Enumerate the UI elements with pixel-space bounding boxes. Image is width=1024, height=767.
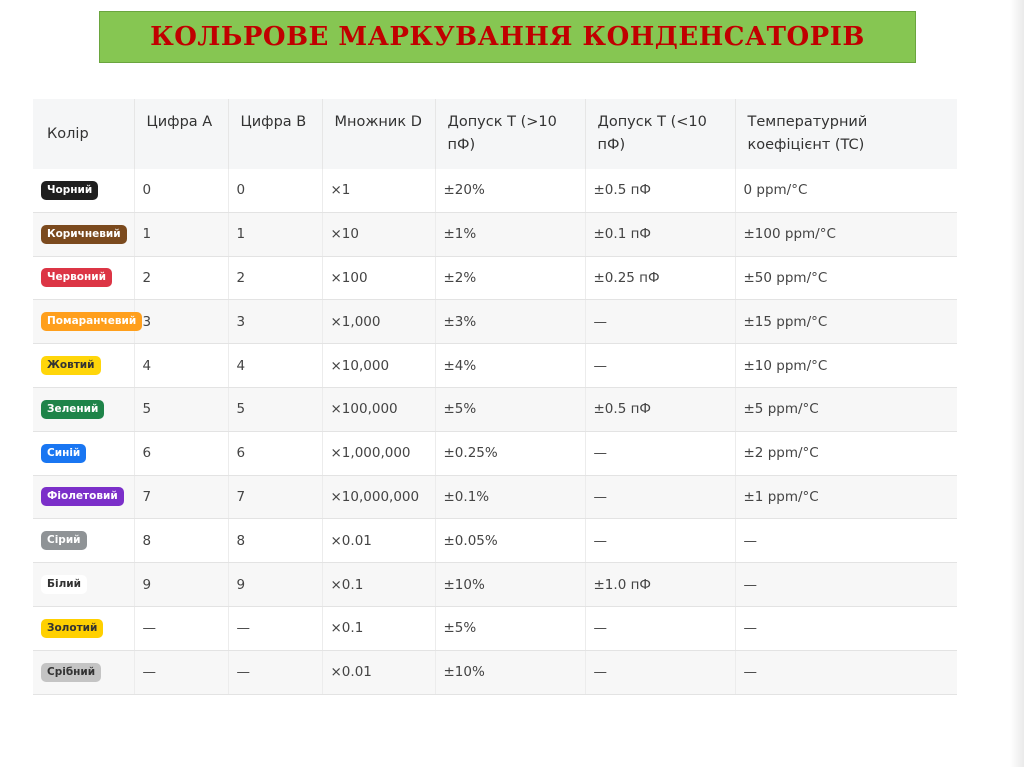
color-cell [33, 650, 134, 694]
digit-a-cell: 6 [134, 431, 228, 475]
color-badge: Золотий [41, 619, 103, 638]
multiplier-cell: ×100 [322, 256, 435, 300]
color-cell [33, 169, 134, 212]
multiplier-cell: ×0.1 [322, 563, 435, 607]
temp-coefficient-cell: ±100 ppm/°C [735, 212, 957, 256]
multiplier-cell: ×0.1 [322, 606, 435, 650]
table-row [33, 475, 957, 519]
color-cell [33, 431, 134, 475]
table-row [33, 169, 957, 212]
digit-b-cell: 6 [228, 431, 322, 475]
color-cell [33, 519, 134, 563]
digit-a-cell: 4 [134, 344, 228, 388]
tolerance-high-cell: ±5% [435, 606, 585, 650]
tolerance-low-cell: — [585, 650, 735, 694]
digit-a-cell: — [134, 606, 228, 650]
digit-a-cell: 5 [134, 387, 228, 431]
color-cell [33, 606, 134, 650]
tolerance-high-cell: ±5% [435, 387, 585, 431]
digit-b-cell: 1 [228, 212, 322, 256]
digit-b-cell: 0 [228, 169, 322, 212]
temp-coefficient-cell: ±10 ppm/°C [735, 344, 957, 388]
digit-a-cell: 9 [134, 563, 228, 607]
tolerance-high-cell: ±0.05% [435, 519, 585, 563]
tolerance-low-cell: ±1.0 пФ [585, 563, 735, 607]
digit-b-cell: 5 [228, 387, 322, 431]
table-row [33, 212, 957, 256]
tolerance-low-cell: ±0.5 пФ [585, 387, 735, 431]
table-row [33, 431, 957, 475]
digit-a-cell: 8 [134, 519, 228, 563]
tolerance-high-cell: ±4% [435, 344, 585, 388]
header-tolerance-low: Допуск T (<10 пФ) [585, 99, 735, 169]
digit-b-cell: 8 [228, 519, 322, 563]
color-cell [33, 212, 134, 256]
table-row [33, 344, 957, 388]
color-cell [33, 387, 134, 431]
header-color: Колір [33, 99, 134, 169]
multiplier-cell: ×10,000 [322, 344, 435, 388]
table-body [33, 169, 957, 694]
color-badge: Білий [41, 575, 87, 594]
color-cell [33, 563, 134, 607]
digit-a-cell: 7 [134, 475, 228, 519]
digit-a-cell: — [134, 650, 228, 694]
digit-a-cell: 0 [134, 169, 228, 212]
header-digit-b: Цифра B [228, 99, 322, 169]
temp-coefficient-cell: 0 ppm/°C [735, 169, 957, 212]
temp-coefficient-cell: ±2 ppm/°C [735, 431, 957, 475]
tolerance-low-cell: — [585, 431, 735, 475]
multiplier-cell: ×1,000 [322, 300, 435, 344]
temp-coefficient-cell: ±1 ppm/°C [735, 475, 957, 519]
page-title: КОЛЬРОВЕ МАРКУВАННЯ КОНДЕНСАТОРІВ [150, 22, 865, 52]
digit-b-cell: 3 [228, 300, 322, 344]
temp-coefficient-cell: ±15 ppm/°C [735, 300, 957, 344]
tolerance-low-cell: ±0.1 пФ [585, 212, 735, 256]
tolerance-high-cell: ±1% [435, 212, 585, 256]
temp-coefficient-cell: ±50 ppm/°C [735, 256, 957, 300]
table-row [33, 387, 957, 431]
table-row [33, 519, 957, 563]
header-temp-coefficient: Температурний коефіцієнт (TC) [735, 99, 957, 169]
tolerance-high-cell: ±2% [435, 256, 585, 300]
digit-b-cell: 2 [228, 256, 322, 300]
color-badge: Коричневий [41, 225, 127, 244]
tolerance-high-cell: ±10% [435, 563, 585, 607]
multiplier-cell: ×100,000 [322, 387, 435, 431]
digit-b-cell: 7 [228, 475, 322, 519]
color-code-table [33, 99, 957, 695]
tolerance-high-cell: ±10% [435, 650, 585, 694]
tolerance-low-cell: — [585, 606, 735, 650]
title-banner [99, 11, 916, 63]
multiplier-cell: ×1,000,000 [322, 431, 435, 475]
tolerance-high-cell: ±20% [435, 169, 585, 212]
temp-coefficient-cell: — [735, 606, 957, 650]
tolerance-low-cell: ±0.25 пФ [585, 256, 735, 300]
temp-coefficient-cell: — [735, 650, 957, 694]
digit-a-cell: 1 [134, 212, 228, 256]
slide-edge-shadow [1010, 0, 1024, 767]
tolerance-high-cell: ±0.1% [435, 475, 585, 519]
color-cell [33, 300, 137, 344]
table-row [33, 650, 957, 694]
tolerance-low-cell: — [585, 300, 735, 344]
color-badge: Сірий [41, 531, 87, 550]
multiplier-cell: ×10 [322, 212, 435, 256]
color-badge: Синій [41, 444, 86, 463]
multiplier-cell: ×10,000,000 [322, 475, 435, 519]
tolerance-low-cell: — [585, 519, 735, 563]
color-badge: Червоний [41, 268, 112, 287]
tolerance-low-cell: ±0.5 пФ [585, 169, 735, 212]
table-row [33, 563, 957, 607]
table-row [33, 606, 957, 650]
temp-coefficient-cell: — [735, 563, 957, 607]
color-badge: Зелений [41, 400, 104, 419]
color-cell [33, 475, 134, 519]
digit-b-cell: — [228, 650, 322, 694]
tolerance-high-cell: ±0.25% [435, 431, 585, 475]
digit-b-cell: 4 [228, 344, 322, 388]
header-tolerance-high: Допуск T (>10 пФ) [435, 99, 585, 169]
tolerance-high-cell: ±3% [435, 300, 585, 344]
tolerance-low-cell: — [585, 344, 735, 388]
multiplier-cell: ×0.01 [322, 650, 435, 694]
color-badge: Чорний [41, 181, 98, 200]
color-badge: Срібний [41, 663, 101, 682]
color-badge: Фіолетовий [41, 487, 124, 506]
color-cell [33, 256, 134, 300]
temp-coefficient-cell: — [735, 519, 957, 563]
table-row [33, 256, 957, 300]
digit-b-cell: 9 [228, 563, 322, 607]
multiplier-cell: ×0.01 [322, 519, 435, 563]
header-digit-a: Цифра A [134, 99, 228, 169]
color-cell [33, 344, 134, 388]
color-badge: Жовтий [41, 356, 101, 375]
table-row [33, 300, 957, 344]
multiplier-cell: ×1 [322, 169, 435, 212]
temp-coefficient-cell: ±5 ppm/°C [735, 387, 957, 431]
digit-a-cell: 3 [134, 300, 228, 344]
table-header-row [33, 99, 957, 169]
digit-a-cell: 2 [134, 256, 228, 300]
digit-b-cell: — [228, 606, 322, 650]
header-multiplier: Множник D [322, 99, 435, 169]
tolerance-low-cell: — [585, 475, 735, 519]
color-badge: Помаранчевий [41, 312, 142, 331]
